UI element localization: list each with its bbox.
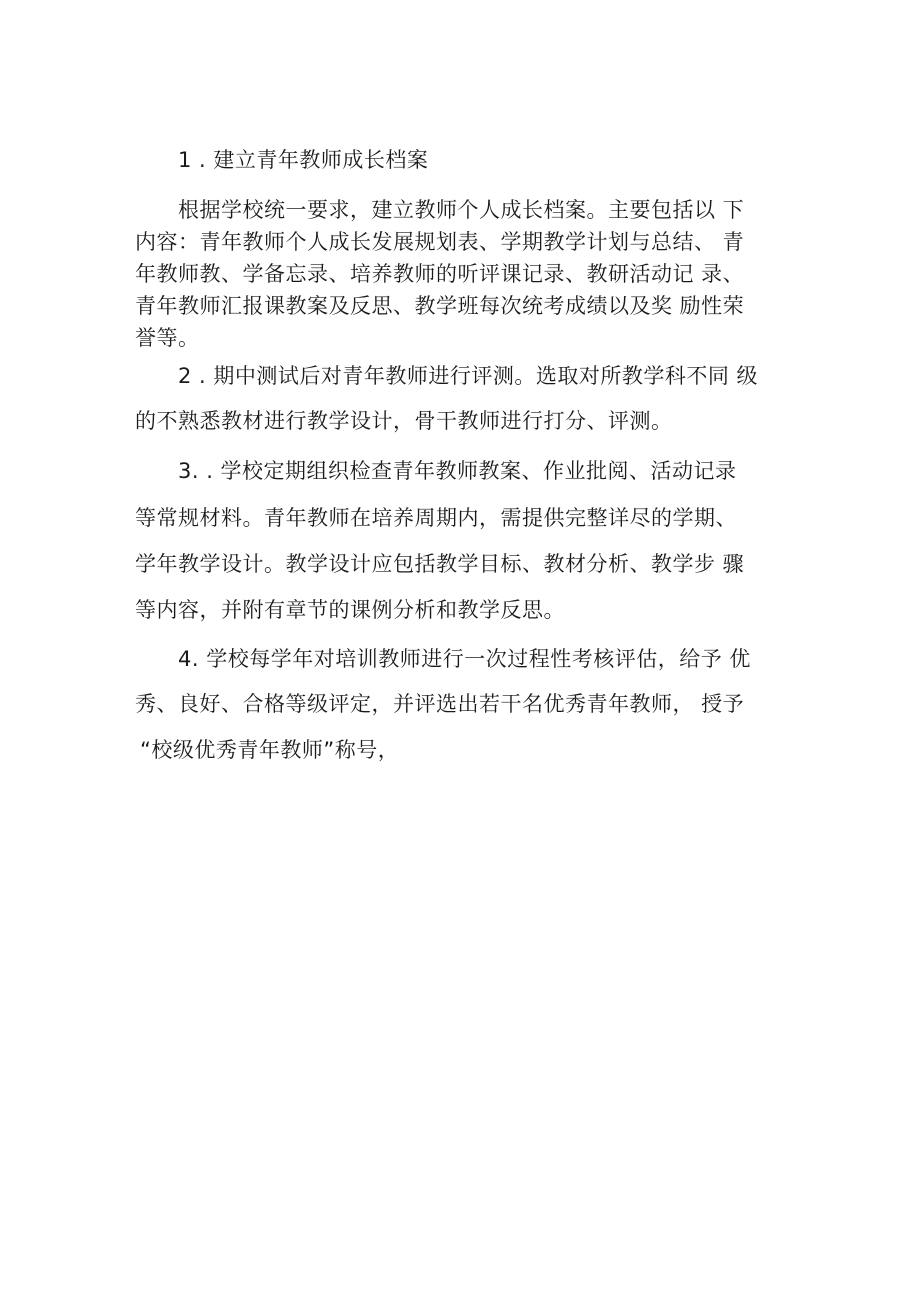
paragraph-line: 3. . 学校定期组织检查青年教师教案、作业批阅、活动记录 xyxy=(178,459,737,483)
paragraph-line: 根据学校统一要求，建立教师个人成长档案。主要包括以 下 xyxy=(178,198,745,222)
heading-archive: 1 . 建立青年教师成长档案 xyxy=(178,148,429,172)
paragraph-line: 年教师教、学备忘录、培养教师的听评课记录、教研活动记 录、 xyxy=(135,262,745,286)
paragraph-line: 学年教学设计。教学设计应包括教学目标、教材分析、教学步 骤 xyxy=(135,552,745,576)
paragraph-line: 的不熟悉教材进行教学设计，骨干教师进行打分、评测。 xyxy=(135,409,673,433)
paragraph-line: 等常规材料。青年教师在培养周期内，需提供完整详尽的学期、 xyxy=(135,506,737,530)
paragraph-line: 2 . 期中测试后对青年教师进行评测。选取对所教学科不同 级 xyxy=(178,364,759,388)
paragraph-line: “校级优秀青年教师”称号， xyxy=(140,738,400,762)
paragraph-line: 内容：青年教师个人成长发展规划表、学期教学计划与总结、 青 xyxy=(135,230,745,254)
paragraph-line: 誉等。 xyxy=(135,326,200,350)
paragraph-line: 等内容，并附有章节的课例分析和教学反思。 xyxy=(135,598,565,622)
paragraph-line: 青年教师汇报课教案及反思、教学班每次统考成绩以及奖 励性荣 xyxy=(135,294,745,318)
paragraph-line: 秀、良好、合格等级评定，并评选出若干名优秀青年教师， 授予 xyxy=(135,692,745,716)
paragraph-line: 4. 学校每学年对培训教师进行一次过程性考核评估，给予 优 xyxy=(178,647,751,671)
